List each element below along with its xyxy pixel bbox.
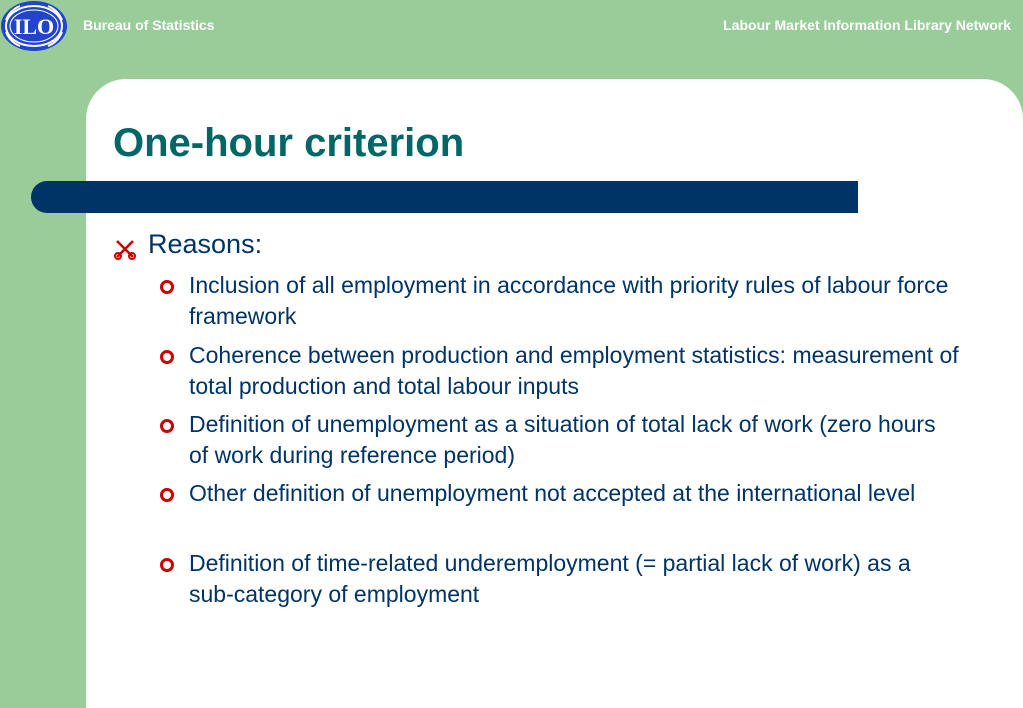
sub-bullet [160, 270, 960, 332]
sub-bullet-text: Other definition of unemployment not accepted at the international level [189, 480, 916, 506]
ilo-logo [0, 0, 70, 52]
scissors-bullet-icon [113, 237, 137, 261]
sub-bullet-text: Coherence between production and employment statistics: measurement of total production and total labour inputs [189, 342, 959, 399]
header-network: Labour Market Information Library Network [723, 17, 1011, 33]
title-divider-bar [31, 181, 858, 213]
sub-bullet-text: Definition of unemployment as a situation of total lack of work (zero hours of work during reference period) [189, 411, 936, 468]
ring-bullet-icon [160, 350, 174, 364]
slide-title: One-hour criterion [113, 121, 465, 165]
ring-bullet-icon [160, 280, 174, 294]
sub-bullet [160, 340, 960, 402]
header-organization: Bureau of Statistics [83, 17, 215, 33]
sub-bullet [160, 548, 960, 610]
ring-bullet-icon [160, 419, 174, 433]
bullet-level1-text: Reasons: [148, 229, 263, 259]
sub-bullet [160, 409, 960, 471]
ring-bullet-icon [160, 488, 174, 502]
ilo-logo-text: ILO [13, 14, 55, 39]
sub-bullet [160, 478, 960, 509]
sub-bullet-text: Definition of time-related underemployment (= partial lack of work) as a sub-category of employment [189, 550, 911, 607]
sub-bullet-text: Inclusion of all employment in accordance with priority rules of labour force framework [189, 272, 949, 329]
ring-bullet-icon [160, 558, 174, 572]
